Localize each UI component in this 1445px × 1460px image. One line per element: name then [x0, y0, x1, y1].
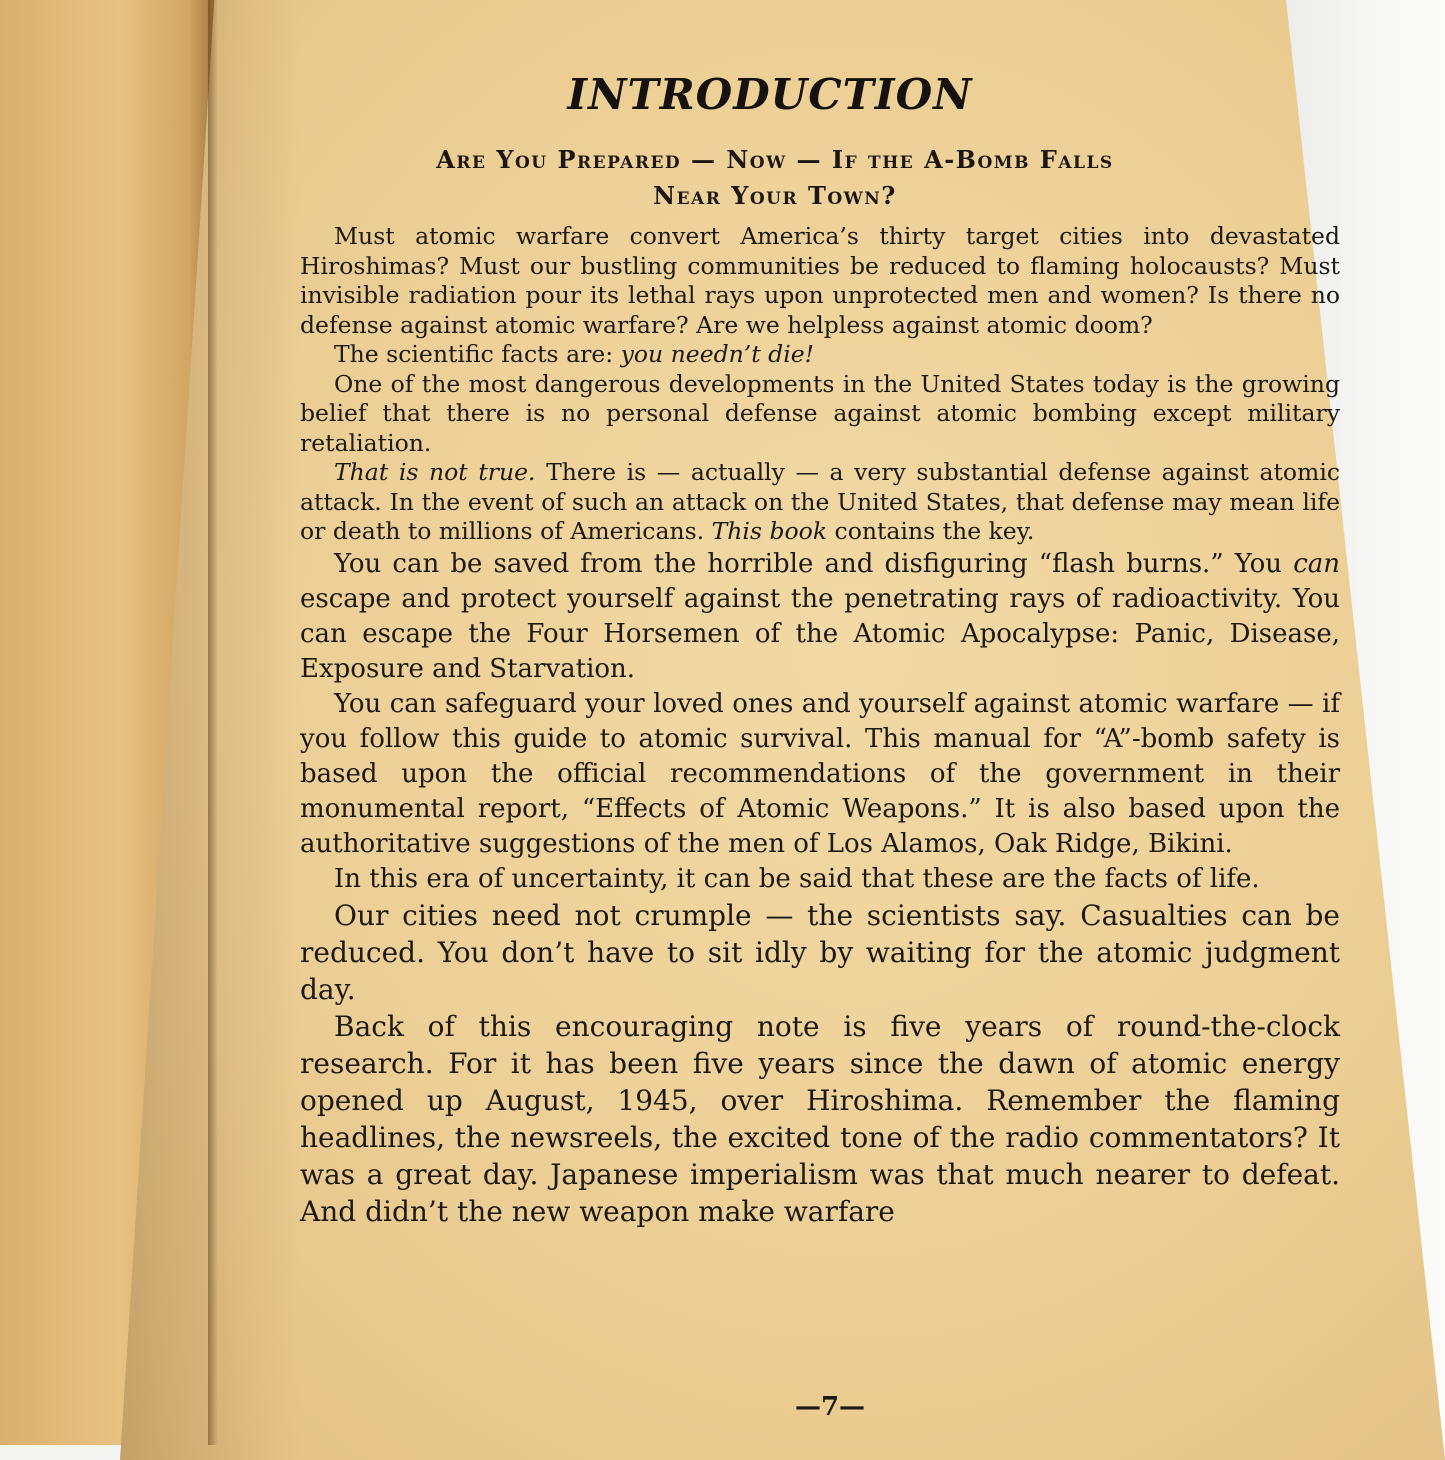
paragraph-6: You can safeguard your loved ones and yourself against atomic warfare — if you follow this guide to atomic survival. This manual for “A”-bomb safety is based upon the official recommendations of the government in their monumental report, “Effects of Atomic Weapons.” It is also based upon the authoritative suggestions of the men of Los Alamos, Oak Ridge, Bikini. [300, 688, 1340, 859]
subtitle-line-2: Near Your Town? [653, 181, 897, 210]
paragraph-2 [300, 340, 1340, 370]
subtitle-line-1: Are You Prepared — Now — If the A-Bomb Falls [436, 145, 1114, 174]
paragraph-8: Our cities need not crumple — the scientists say. Casualties can be reduced. You don’t have to sit idly by waiting for the atomic judgment day. [300, 898, 1340, 1006]
paragraph-4-emphasis-2: This book [711, 517, 828, 545]
paragraph-5-text-end: escape and protect yourself against the penetrating rays of radioactivity. You can escape the Four Horsemen of the Atomic Apocalypse: Panic, Disease, Exposure and Starvation. [300, 583, 1340, 684]
page-subtitle [330, 142, 1220, 214]
page-number: —7— [794, 1392, 866, 1422]
paragraph-4-emphasis-1: That is not true. [334, 458, 536, 486]
paragraph-9: Back of this encouraging note is five years of round-the-clock research. For it has been five years since the dawn of atomic energy opened up August, 1945, over Hiroshima. Remember the flaming headlines, the newsreels, the excited tone of the radio commentators? It was a great day. Japanese imperialism was that much nearer to defeat. And didn’t the new weapon make warfare [300, 1009, 1340, 1228]
paragraph-2-emphasis: you needn’t die! [620, 340, 815, 368]
paragraph-2-text: The scientific facts are: [334, 340, 621, 368]
paragraph-4-text-end: contains the key. [827, 517, 1035, 545]
paragraph-3: One of the most dangerous developments in the United States today is the growing belief that there is no personal defense against atomic bombing except military retaliation. [300, 369, 1340, 457]
paragraph-5-emphasis: can [1293, 548, 1340, 579]
paragraph-4 [300, 458, 1340, 547]
paragraph-1: Must atomic warfare convert America’s thirty target cities into devastated Hiroshimas? Must our bustling communities be reduced to flaming holocausts? Must invisible radiation pour its lethal rays upon unprotected men and women? Is there no defense against atomic warfare? Are we helpless against atomic doom? [300, 222, 1340, 339]
page-title: INTRODUCTION [567, 70, 973, 119]
book-spine-shadow [208, 0, 218, 1445]
paragraph-4-text: There is — actually — a very substantial defense against atomic attack. In the event of such an attack on the United States, that defense may mean life or death to millions of Americans. [300, 458, 1341, 545]
paragraph-5-text: You can be saved from the horrible and disfiguring “flash burns.” You [334, 548, 1294, 579]
body-text [300, 222, 1340, 1230]
paragraph-7: In this era of uncertainty, it can be said that these are the facts of life. [334, 863, 1260, 894]
paragraph-5 [300, 547, 1340, 687]
